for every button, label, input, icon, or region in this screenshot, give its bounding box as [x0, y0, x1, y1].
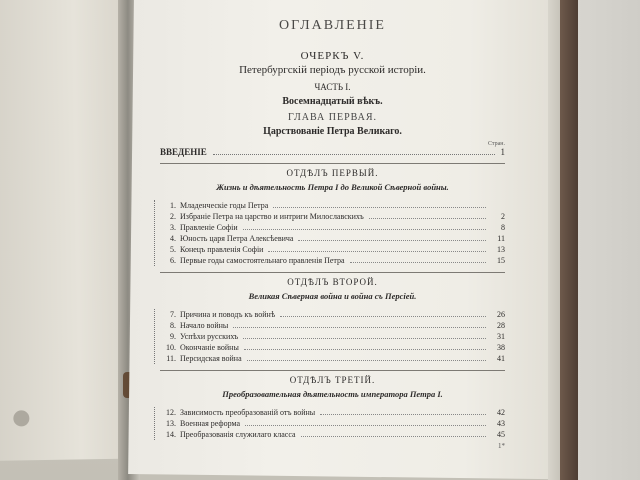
entry-number: 10.	[166, 343, 176, 352]
table-of-contents	[160, 18, 505, 450]
library-stamp	[13, 410, 29, 426]
entry-label: Причина и поводъ къ войнѣ	[180, 310, 276, 319]
section-items	[160, 200, 505, 266]
entry-number: 9.	[170, 332, 176, 341]
desk-surface	[578, 0, 640, 480]
toc-entry	[160, 233, 505, 244]
toc-entry	[160, 407, 505, 418]
entry-page: 11	[497, 234, 505, 243]
entry-number: 4.	[170, 234, 176, 243]
entry-label: Зависимость преобразованій отъ войны	[180, 408, 316, 417]
left-page	[0, 0, 132, 461]
entry-number: 6.	[170, 256, 176, 265]
entry-page: 13	[497, 245, 505, 254]
section-title: ОТДѢЛЪ ТРЕТІЙ.	[289, 375, 376, 385]
intro-page: 1	[500, 147, 505, 157]
bracket-dots	[154, 407, 155, 440]
toc-entry	[160, 244, 505, 255]
entry-page: 43	[497, 419, 505, 428]
entry-number: 3.	[170, 223, 176, 232]
reign-title: Царствованіе Петра Великаго.	[263, 126, 402, 137]
toc-heading: ОГЛАВЛЕНІЕ	[279, 18, 386, 33]
dot-leader	[247, 360, 486, 361]
intro-entry	[160, 147, 505, 157]
dot-leader	[273, 207, 486, 208]
intro-label: ВВЕДЕНІЕ	[160, 147, 207, 157]
signature-mark: 1*	[498, 442, 505, 450]
dot-leader	[301, 436, 486, 437]
bracket-dots	[154, 200, 155, 266]
entry-page: 8	[501, 223, 505, 232]
toc-entry	[160, 429, 505, 440]
dot-leader	[268, 251, 486, 252]
entry-page: 45	[497, 430, 505, 439]
entry-label: Юность царя Петра Алексѣевича	[180, 234, 294, 243]
entry-label: Успѣхи русскихъ	[180, 332, 239, 341]
entry-label: Окончаніе войны	[180, 343, 239, 352]
toc-entry	[160, 353, 505, 364]
toc-entry	[160, 255, 505, 266]
entry-page: 41	[497, 354, 505, 363]
dot-leader	[320, 414, 486, 415]
entry-number: 11.	[166, 354, 176, 363]
entry-label: Преобразованія служилаго класса	[180, 430, 296, 439]
entry-page: 28	[497, 321, 505, 330]
period-title: Петербургскій періодъ русской исторіи.	[239, 64, 426, 76]
entry-page: 31	[497, 332, 505, 341]
toc-entry	[160, 418, 505, 429]
part-number: ЧАСТЬ I.	[314, 82, 351, 92]
divider	[160, 370, 505, 371]
toc-entry	[160, 200, 505, 211]
toc-entry	[160, 342, 505, 353]
section-title: ОТДѢЛЪ ПЕРВЫЙ.	[286, 168, 379, 178]
dot-leader	[244, 349, 486, 350]
entry-page: 2	[501, 212, 505, 221]
entry-page: 38	[497, 343, 505, 352]
entry-number: 7.	[170, 310, 176, 319]
entry-label: Первые годы самостоятельнаго правленія Петра	[180, 256, 345, 265]
entry-number: 2.	[170, 212, 176, 221]
dot-leader	[298, 240, 486, 241]
section-subtitle: Великая Сѣверная война и война съ Персіей.	[248, 291, 417, 301]
entry-page: 15	[497, 256, 505, 265]
century-title: Восемнадцатый вѣкъ.	[282, 96, 383, 107]
entry-label: Конецъ правленія Софіи	[180, 245, 264, 254]
toc-entry	[160, 320, 505, 331]
dot-leader	[243, 229, 486, 230]
dot-leader	[213, 154, 495, 155]
bracket-dots	[154, 309, 155, 364]
entry-label: Правленіе Софіи	[180, 223, 238, 232]
toc-entry	[160, 211, 505, 222]
entry-number: 14.	[166, 430, 176, 439]
dot-leader	[243, 338, 486, 339]
entry-number: 5.	[170, 245, 176, 254]
entry-label: Избраніе Петра на царство и интриги Милославскихъ	[180, 212, 364, 221]
divider	[160, 272, 505, 273]
chapter-number: ГЛАВА ПЕРВАЯ.	[287, 112, 378, 123]
entry-label: Начало войны	[180, 321, 229, 330]
section-title: ОТДѢЛЪ ВТОРОЙ.	[287, 277, 378, 287]
toc-entry	[160, 309, 505, 320]
section-subtitle: Преобразовательная дѣятельность императора Петра I.	[222, 389, 443, 399]
entry-label: Персидская война	[180, 354, 242, 363]
dot-leader	[245, 425, 486, 426]
entry-number: 13.	[166, 419, 176, 428]
dot-leader	[233, 327, 486, 328]
entry-number: 8.	[170, 321, 176, 330]
dot-leader	[369, 218, 486, 219]
divider	[160, 163, 505, 164]
section-items	[160, 309, 505, 364]
dot-leader	[350, 262, 486, 263]
entry-number: 1.	[170, 201, 176, 210]
dot-leader	[280, 316, 486, 317]
section-items	[160, 407, 505, 440]
entry-page: 26	[497, 310, 505, 319]
essay-number: ОЧЕРКЪ V.	[300, 50, 365, 62]
toc-entry	[160, 222, 505, 233]
entry-page: 42	[497, 408, 505, 417]
book-cover-edge	[560, 0, 580, 480]
section-subtitle: Жизнь и дѣятельность Петра I до Великой Сѣверной войны.	[216, 182, 449, 192]
entry-number: 12.	[166, 408, 176, 417]
toc-entry	[160, 331, 505, 342]
entry-label: Младенческіе годы Петра	[180, 201, 269, 210]
entry-label: Военная реформа	[180, 419, 241, 428]
page-column-label: Стран.	[488, 141, 505, 147]
